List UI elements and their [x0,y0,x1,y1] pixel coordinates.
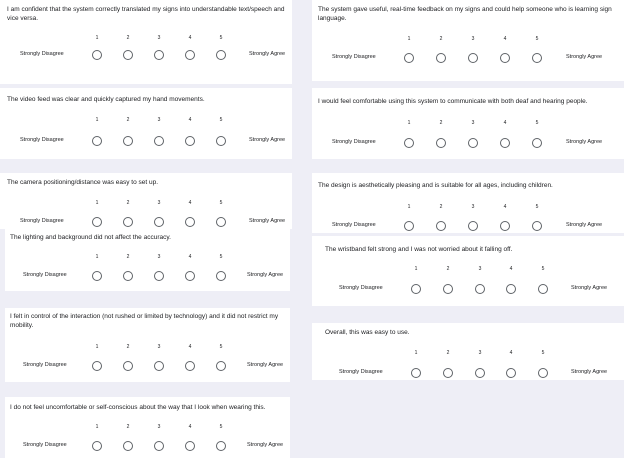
rating-radio-1[interactable] [92,361,102,371]
rating-radio-1[interactable] [92,136,102,146]
scale-number: 1 [414,266,418,272]
scale-high-label: Strongly Agree [247,442,284,448]
question-text: I felt in control of the interaction (not rushed or limited by technology) and it did not restrict my mobility. [10,313,279,329]
scale-number: 5 [219,424,223,430]
rating-radio-1[interactable] [92,50,102,60]
question-text: I am confident that the system correctly translated my signs into understandable text/speech and vice versa. [7,6,285,22]
scale-number: 5 [219,117,223,123]
scale-high-label: Strongly Agree [249,137,286,143]
rating-radio-4[interactable] [185,217,195,227]
rating-radio-3[interactable] [475,368,485,378]
question-text: The lighting and background did not affect the accuracy. [10,234,171,241]
scale-number: 1 [95,35,99,41]
rating-radio-4[interactable] [185,136,195,146]
scale-low-label: Strongly Disagree [332,54,376,60]
rating-radio-4[interactable] [185,271,195,281]
scale-number: 5 [535,120,539,126]
rating-radio-3[interactable] [154,217,164,227]
scale-high-label: Strongly Agree [247,362,284,368]
scale-number: 4 [188,254,192,260]
scale-high-label: Strongly Agree [566,54,603,60]
scale-low-label: Strongly Disagree [332,139,376,145]
scale-low-label: Strongly Disagree [23,362,67,368]
rating-radio-1[interactable] [92,217,102,227]
rating-radio-2[interactable] [443,368,453,378]
rating-radio-4[interactable] [506,284,516,294]
scale-number: 4 [188,200,192,206]
scale-high-label: Strongly Agree [566,222,603,228]
rating-radio-3[interactable] [154,50,164,60]
scale-number: 3 [157,424,161,430]
scale-number: 3 [478,266,482,272]
scale-number: 2 [446,266,450,272]
scale-number: 3 [157,254,161,260]
rating-radio-1[interactable] [92,441,102,451]
scale-number: 1 [95,117,99,123]
scale-low-label: Strongly Disagree [23,272,67,278]
rating-radio-5[interactable] [216,361,226,371]
rating-radio-1[interactable] [404,221,414,231]
question-text: The camera positioning/distance was easy to set up. [7,179,159,186]
scale-number: 3 [471,120,475,126]
scale-number: 5 [219,344,223,350]
rating-radio-2[interactable] [123,50,133,60]
scale-number: 2 [439,120,443,126]
rating-radio-2[interactable] [436,53,446,63]
scale-number: 1 [407,120,411,126]
rating-radio-5[interactable] [538,368,548,378]
scale-low-label: Strongly Disagree [339,285,383,291]
scale-number: 4 [503,36,507,42]
rating-radio-2[interactable] [123,441,133,451]
rating-radio-3[interactable] [154,271,164,281]
rating-radio-1[interactable] [411,284,421,294]
scale-number: 4 [503,120,507,126]
rating-radio-2[interactable] [443,284,453,294]
scale-number: 4 [503,204,507,210]
rating-radio-3[interactable] [468,53,478,63]
scale-number: 2 [126,117,130,123]
rating-radio-2[interactable] [123,271,133,281]
scale-low-label: Strongly Disagree [20,51,64,57]
question-text: The design is aesthetically pleasing and is suitable for all ages, including children. [318,182,553,189]
rating-radio-3[interactable] [154,136,164,146]
rating-radio-5[interactable] [216,441,226,451]
scale-number: 1 [95,344,99,350]
rating-radio-4[interactable] [185,50,195,60]
rating-radio-4[interactable] [500,138,510,148]
scale-low-label: Strongly Disagree [20,218,64,224]
scale-high-label: Strongly Agree [566,139,603,145]
scale-number: 4 [188,35,192,41]
rating-radio-5[interactable] [538,284,548,294]
rating-radio-4[interactable] [500,221,510,231]
scale-number: 5 [535,36,539,42]
rating-radio-3[interactable] [475,284,485,294]
question-text: I do not feel uncomfortable or self-conscious about the way that I look when wearing this. [10,404,266,411]
rating-radio-5[interactable] [216,50,226,60]
rating-radio-2[interactable] [123,136,133,146]
scale-low-label: Strongly Disagree [20,137,64,143]
scale-number: 2 [126,200,130,206]
scale-number: 2 [126,344,130,350]
scale-number: 2 [126,254,130,260]
scale-number: 3 [157,35,161,41]
scale-number: 2 [126,35,130,41]
scale-high-label: Strongly Agree [247,272,284,278]
scale-low-label: Strongly Disagree [23,442,67,448]
scale-number: 2 [439,36,443,42]
scale-number: 5 [219,200,223,206]
rating-radio-5[interactable] [532,221,542,231]
rating-radio-3[interactable] [154,361,164,371]
scale-number: 5 [219,35,223,41]
question-text: The video feed was clear and quickly captured my hand movements. [7,96,205,103]
scale-number: 5 [219,254,223,260]
rating-radio-2[interactable] [436,221,446,231]
scale-high-label: Strongly Agree [249,51,286,57]
rating-radio-1[interactable] [92,271,102,281]
rating-radio-2[interactable] [436,138,446,148]
rating-radio-3[interactable] [468,221,478,231]
rating-radio-4[interactable] [500,53,510,63]
rating-radio-4[interactable] [506,368,516,378]
scale-number: 4 [188,117,192,123]
scale-number: 2 [439,204,443,210]
rating-radio-2[interactable] [123,361,133,371]
scale-high-label: Strongly Agree [571,285,608,291]
rating-radio-4[interactable] [185,361,195,371]
scale-number: 3 [471,204,475,210]
rating-radio-5[interactable] [216,136,226,146]
scale-number: 1 [414,350,418,356]
question-text: The system gave useful, real-time feedback on my signs and could help someone who is learning sign language. [318,6,612,22]
rating-radio-4[interactable] [185,441,195,451]
scale-number: 1 [95,424,99,430]
rating-radio-5[interactable] [216,271,226,281]
scale-number: 1 [407,204,411,210]
question-text: Overall, this was easy to use. [325,329,410,336]
scale-number: 5 [541,350,545,356]
scale-number: 3 [157,344,161,350]
question-text: I would feel comfortable using this system to communicate with both deaf and hearing people. [318,98,588,105]
scale-number: 4 [188,344,192,350]
rating-radio-2[interactable] [123,217,133,227]
scale-low-label: Strongly Disagree [332,222,376,228]
rating-radio-1[interactable] [404,138,414,148]
scale-number: 1 [407,36,411,42]
scale-number: 4 [509,266,513,272]
rating-radio-5[interactable] [532,138,542,148]
scale-high-label: Strongly Agree [249,218,286,224]
rating-radio-3[interactable] [468,138,478,148]
rating-radio-5[interactable] [532,53,542,63]
scale-high-label: Strongly Agree [571,369,608,375]
scale-number: 4 [509,350,513,356]
scale-number: 1 [95,254,99,260]
scale-number: 1 [95,200,99,206]
rating-radio-1[interactable] [404,53,414,63]
rating-radio-1[interactable] [411,368,421,378]
scale-low-label: Strongly Disagree [339,369,383,375]
scale-number: 3 [478,350,482,356]
question-text: The wristband felt strong and I was not worried about it falling off. [325,246,513,253]
scale-number: 5 [541,266,545,272]
scale-number: 3 [157,117,161,123]
scale-number: 4 [188,424,192,430]
scale-number: 3 [471,36,475,42]
rating-radio-3[interactable] [154,441,164,451]
rating-radio-5[interactable] [216,217,226,227]
scale-number: 2 [126,424,130,430]
scale-number: 2 [446,350,450,356]
scale-number: 3 [157,200,161,206]
scale-number: 5 [535,204,539,210]
